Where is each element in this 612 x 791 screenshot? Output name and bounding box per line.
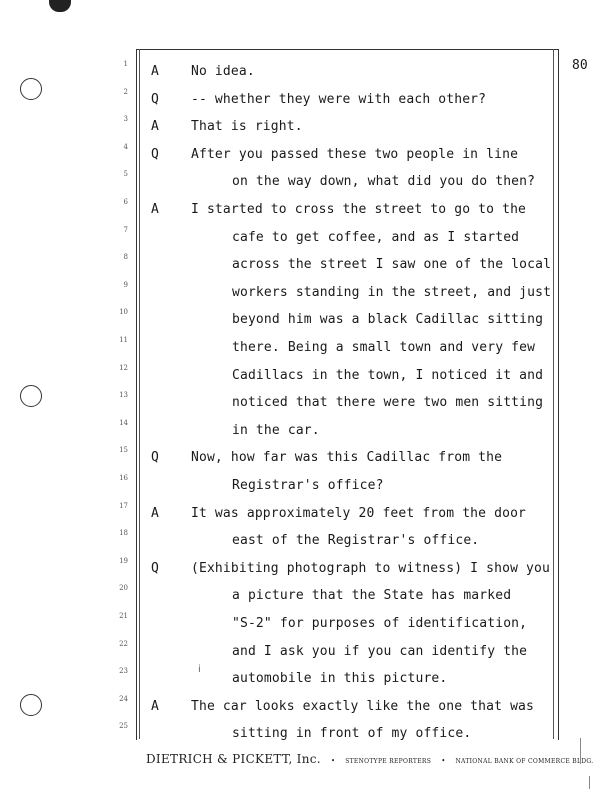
line-text: on the way down, what did you do then? [232,174,536,190]
line-text: in the car. [232,422,320,438]
footer-service: STENOTYPE REPORTERS [345,758,432,765]
line-text: Now, how far was this Cadillac from the [191,450,503,466]
line-text: east of the Registrar's office. [232,533,480,549]
line-text: No idea. [191,64,255,79]
speaker-label: Q [151,450,159,466]
speaker-label: Q [151,146,159,162]
line-text: across the street I saw one of the local [232,257,552,273]
line-number: 12 [119,363,128,372]
speaker-label: Q [151,91,159,107]
line-text: sitting in front of my office. [232,726,472,742]
line-text: noticed that there were two men sitting [232,395,544,411]
line-text: Cadillacs in the town, I noticed it and [232,367,544,383]
line-text: Registrar's office? [232,478,384,493]
binder-hole-middle [20,385,42,407]
frame-inner-right-rule [553,49,554,739]
footer-bullet-2: • [441,757,446,765]
speaker-label: A [151,698,159,714]
line-number: 4 [123,142,128,151]
line-text: a picture that the State has marked [232,588,512,604]
line-number: 22 [119,639,128,648]
footer-bullet-1: • [330,757,336,765]
footer-address: NATIONAL BANK OF COMMERCE BLDG. [455,758,594,765]
line-number: 6 [123,198,128,206]
line-number: 15 [119,446,128,455]
footer-firm: DIETRICH & PICKETT, Inc. [146,752,321,766]
page-number: 80 [572,58,588,73]
line-number: 21 [119,612,128,620]
frame-inner-left-rule [139,49,140,739]
line-number: 14 [119,418,128,427]
line-text: -- whether they were with each other? [191,91,487,107]
speaker-label: A [151,119,159,135]
line-number: 8 [123,253,128,262]
corner-stain [49,0,71,12]
line-number: 9 [123,280,128,289]
line-text: (Exhibiting photograph to witness) I show you [191,560,550,576]
line-text: cafe to get coffee, and as I started [232,229,520,245]
line-number: 23 [119,667,128,676]
binder-hole-top [20,78,42,100]
line-number: 11 [119,336,128,344]
line-text: there. Being a small town and very few [232,340,536,355]
line-text: The car looks exactly like the one that was [191,698,534,714]
stray-mark: ⅰ [198,664,201,675]
speaker-label: A [151,202,159,217]
line-number: 5 [123,170,128,179]
line-number: 10 [119,308,128,317]
line-number: 25 [119,722,128,731]
footer [146,748,593,767]
margin-mark-lower [589,776,591,789]
line-text: workers standing in the street, and just [232,284,552,300]
line-number: 3 [123,115,128,124]
line-text: "S-2" for purposes of identification, [232,616,528,631]
speaker-label: Q [151,560,159,576]
line-text: and I ask you if you can identify the [232,643,528,659]
speaker-label: A [151,505,159,521]
binder-hole-bottom [20,694,42,716]
line-number: 18 [119,529,128,538]
line-number: 7 [123,225,128,234]
line-number: 2 [123,87,128,96]
margin-mark [580,738,582,764]
speaker-label: A [151,64,159,79]
line-number: 16 [119,474,128,482]
line-number: 13 [119,391,128,400]
line-number: 19 [119,556,128,565]
line-number: 20 [119,584,128,593]
line-number: 24 [119,694,128,703]
line-text: automobile in this picture. [232,671,448,687]
line-text: That is right. [191,119,303,135]
line-text: After you passed these two people in line [191,146,519,162]
line-number: 1 [123,60,128,68]
line-text: I started to cross the street to go to the [191,202,527,217]
line-number: 17 [119,501,128,510]
line-text: beyond him was a black Cadillac sitting [232,312,544,328]
line-text: It was approximately 20 feet from the door [191,505,527,521]
